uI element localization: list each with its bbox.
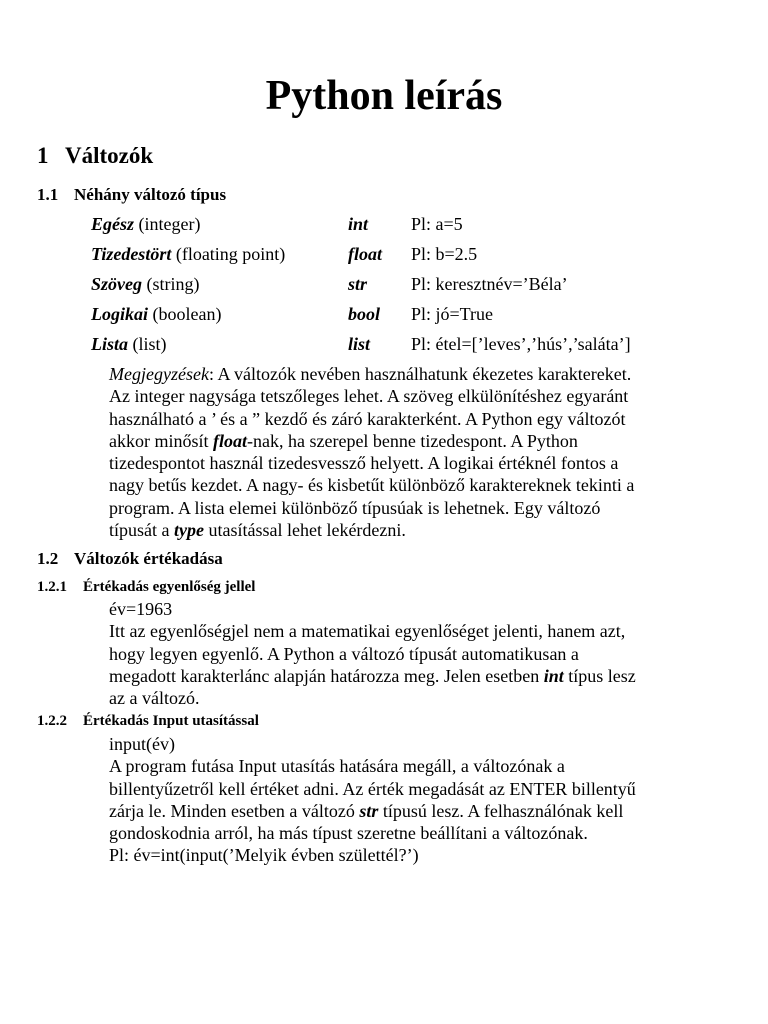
paragraph-line: billentyűzetről kell értéket adni. Az érték megadását az ENTER billentyű xyxy=(109,778,636,799)
section-title: Változók xyxy=(65,143,154,168)
text-run: akkor minősít xyxy=(109,430,213,451)
type-desc: (integer) xyxy=(138,214,201,234)
subsection-title: Néhány változó típus xyxy=(74,185,227,204)
type-keyword: float xyxy=(348,244,382,264)
text-run: utasítással lehet lekérdezni. xyxy=(203,520,406,541)
type-keyword: str xyxy=(348,274,368,294)
subsubsection-number: 1.2.1 xyxy=(37,579,67,595)
type-name: Szöveg xyxy=(91,274,142,294)
paragraph-line: használható a ’ és a ” kezdő és záró karakterként. A Python egy változót xyxy=(109,408,626,429)
type-name-cell xyxy=(91,212,200,236)
paragraph-line: nagy betűs kezdet. A nagy- és kisbetűt különböző karaktereknek tekinti a xyxy=(109,475,635,496)
subsubsection-heading-equals xyxy=(37,577,255,597)
type-name: Egész xyxy=(91,214,135,234)
page-title: Python leírás xyxy=(265,73,503,119)
paragraph-line: program. A lista elemei különböző típusúak is lehetnek. Egy változó xyxy=(109,497,601,518)
subsection-number: 1.2 xyxy=(37,549,59,568)
paragraph-line: Itt az egyenlőségjel nem a matematikai egyenlőséget jelenti, hanem azt, xyxy=(109,621,626,642)
type-example: Pl: a=5 xyxy=(411,214,463,234)
paragraph-line: az a változó. xyxy=(109,688,200,709)
equals-paragraph xyxy=(109,598,721,709)
type-desc: (floating point) xyxy=(175,244,286,264)
subsection-title: Változók értékadása xyxy=(74,549,223,568)
type-example: Pl: jó=True xyxy=(411,304,494,324)
type-name-cell xyxy=(91,332,167,356)
notes-paragraph xyxy=(109,363,721,541)
keyword-str: str xyxy=(359,800,379,821)
paragraph-line xyxy=(109,430,721,452)
type-name-cell xyxy=(91,242,285,266)
subsection-heading-types xyxy=(37,184,226,206)
code-example: év=1963 xyxy=(109,599,173,619)
type-keyword: list xyxy=(348,334,371,354)
type-name: Logikai xyxy=(91,304,148,324)
paragraph-line: tizedespontot használ tizedesvessző helyett. A logikai értéknél fontos a xyxy=(109,453,619,474)
type-keyword: int xyxy=(348,214,369,234)
keyword-type: type xyxy=(174,520,204,541)
text-run: : A változók nevében használhatunk ékezetes karaktereket. xyxy=(208,364,632,384)
type-name: Tizedestört xyxy=(91,244,172,264)
type-example: Pl: b=2.5 xyxy=(411,244,478,264)
paragraph-line xyxy=(109,519,721,541)
paragraph-line xyxy=(109,800,721,822)
text-run: típusát a xyxy=(109,520,174,541)
paragraph-line: Az integer nagysága tetszőleges lehet. A szöveg elkülönítéshez egyaránt xyxy=(109,386,629,407)
type-example: Pl: étel=[’leves’,’hús’,’saláta’] xyxy=(411,334,631,354)
type-name: Lista xyxy=(91,334,129,354)
paragraph-line xyxy=(109,363,721,385)
paragraph-line: hogy legyen egyenlő. A Python a változó típusát automatikusan a xyxy=(109,643,579,664)
paragraph-line: Pl: év=int(input(’Melyik évben születtél?’) xyxy=(109,845,419,866)
paragraph-line xyxy=(109,665,721,687)
section-heading-variables xyxy=(37,141,153,171)
type-keyword: bool xyxy=(348,304,381,324)
subsection-number: 1.1 xyxy=(37,185,59,204)
subsubsection-title: Értékadás egyenlőség jellel xyxy=(83,579,256,595)
keyword-float: float xyxy=(213,430,247,451)
type-desc: (string) xyxy=(146,274,200,294)
subsubsection-title: Értékadás Input utasítással xyxy=(83,713,259,729)
type-desc: (boolean) xyxy=(152,304,222,324)
text-run: -nak, ha szerepel benne tizedespont. A Python xyxy=(247,430,578,451)
subsection-heading-assignment xyxy=(37,548,223,570)
text-run: megadott karakterlánc alapján határozza meg. Jelen esetben xyxy=(109,665,544,686)
notes-label: Megjegyzések xyxy=(109,364,209,384)
type-name-cell xyxy=(91,272,200,296)
text-run: típus lesz xyxy=(563,665,636,686)
type-example: Pl: keresztnév=’Béla’ xyxy=(411,274,568,294)
input-paragraph xyxy=(109,733,721,867)
paragraph-line: gondoskodnia arról, ha más típust szeretne beállítani a változónak. xyxy=(109,823,588,844)
subsubsection-number: 1.2.2 xyxy=(37,713,67,729)
text-run: zárja le. Minden esetben a változó xyxy=(109,800,360,821)
section-number: 1 xyxy=(37,143,49,168)
keyword-int: int xyxy=(543,665,564,686)
text-run: típusú lesz. A felhasználónak kell xyxy=(378,800,624,821)
code-example: input(év) xyxy=(109,734,175,754)
type-desc: (list) xyxy=(132,334,167,354)
paragraph-line: A program futása Input utasítás hatására megáll, a változónak a xyxy=(109,756,565,777)
type-name-cell xyxy=(91,302,221,326)
subsubsection-heading-input xyxy=(37,711,259,731)
